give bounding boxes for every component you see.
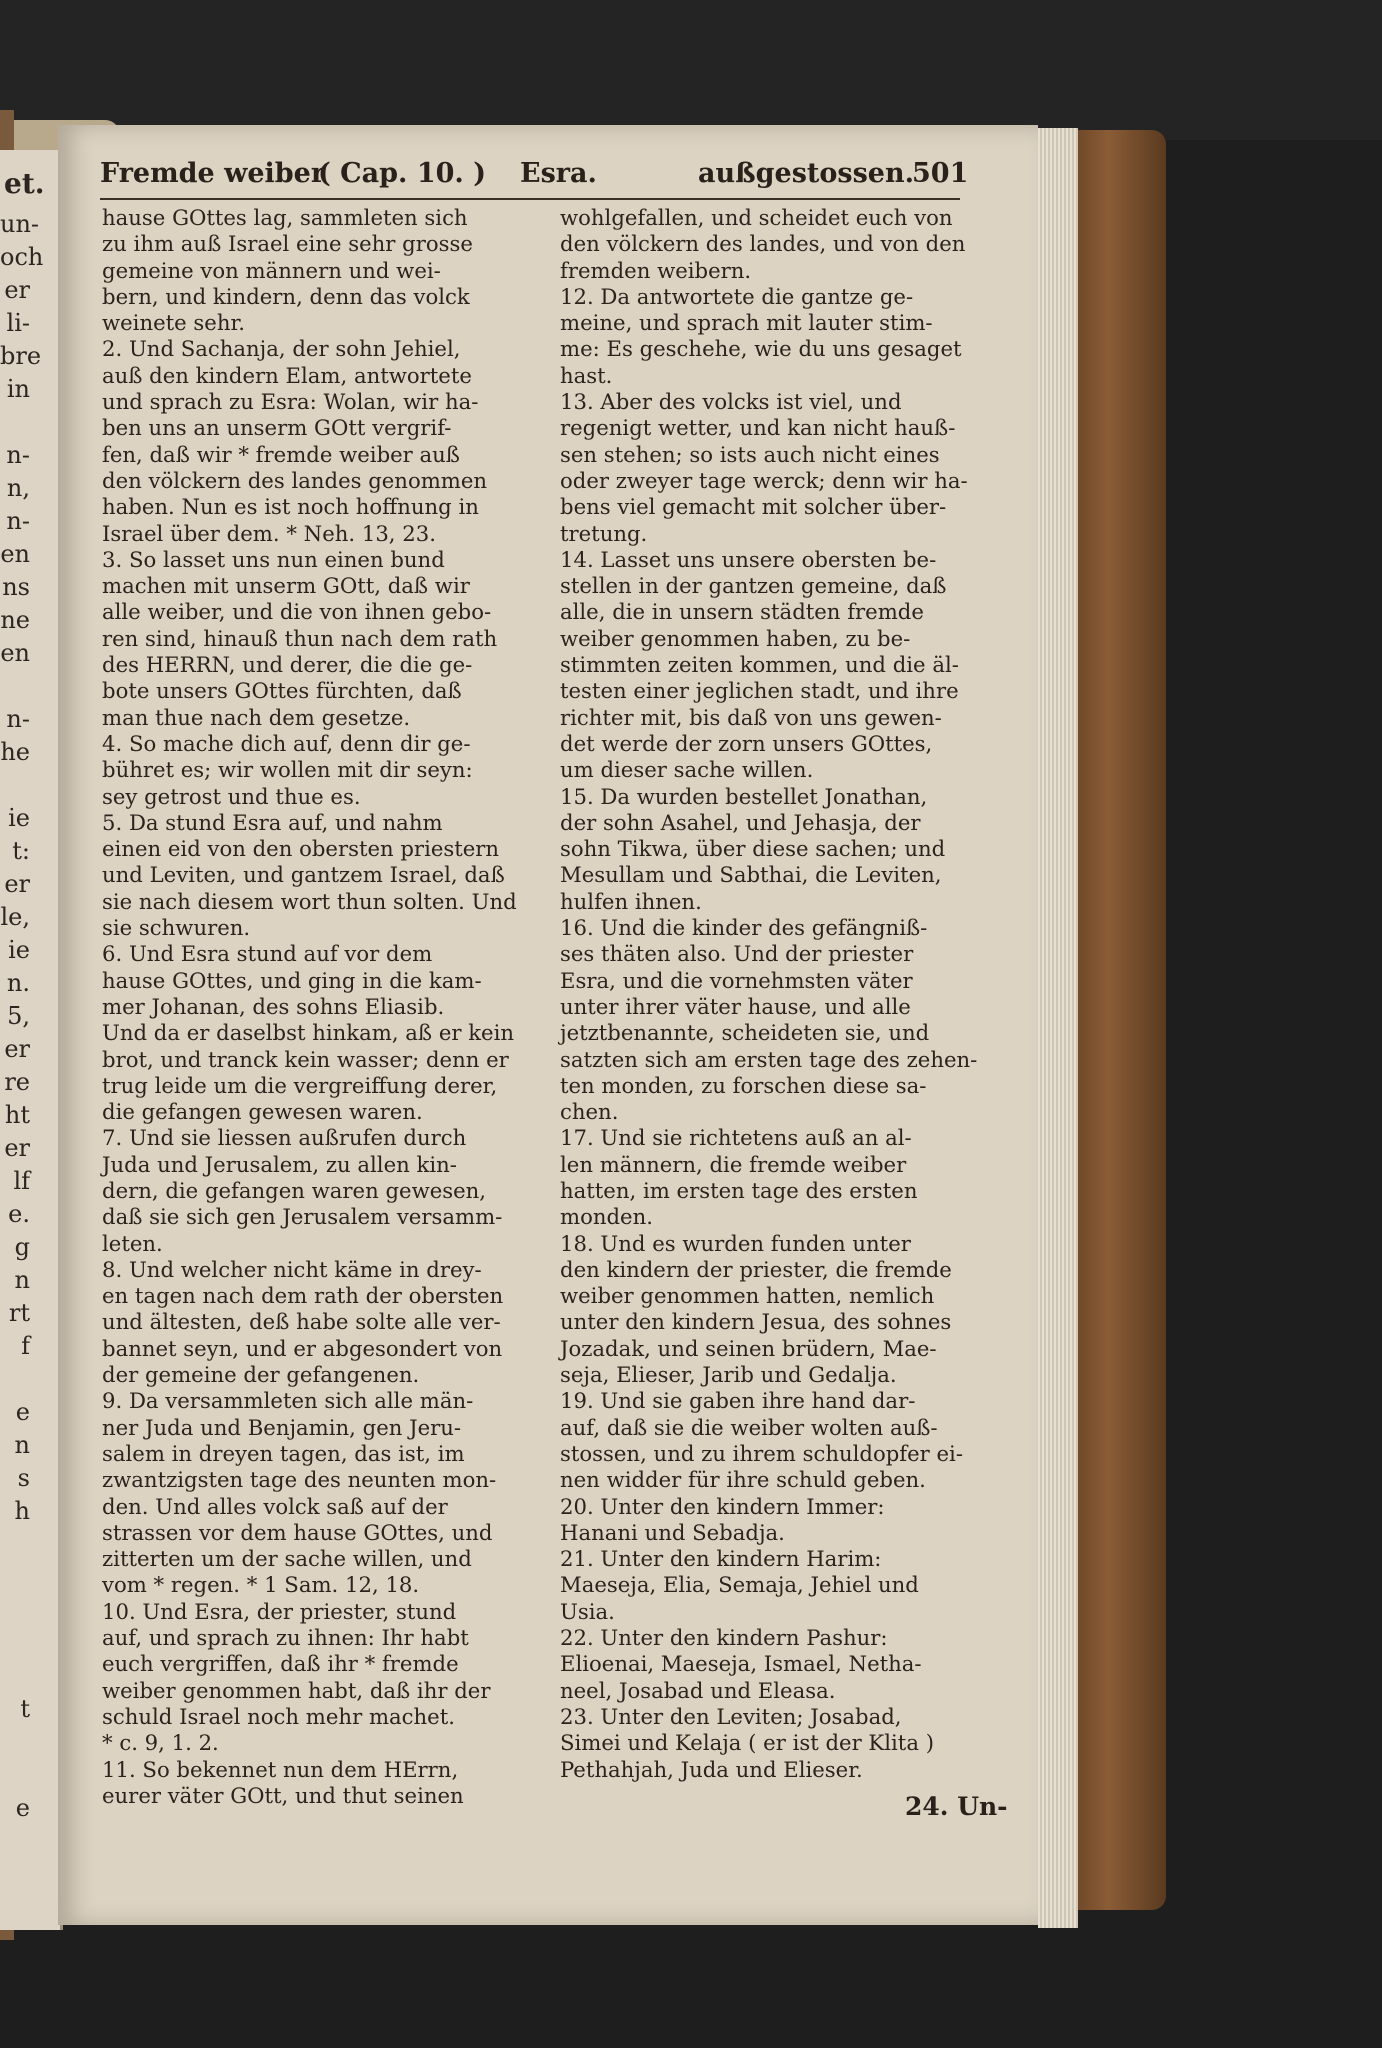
text-line: hause GOttes, und ging in die kam- — [102, 967, 482, 993]
page-edges — [1038, 128, 1078, 1928]
text-line: 11. So bekennet nun dem HErrn, — [102, 1756, 459, 1782]
text-line: machen mit unserm GOtt, daß wir — [102, 573, 470, 599]
text-line: Israel über dem. * Neh. 13, 23. — [102, 520, 436, 546]
left-page-line-fragment: t: — [12, 837, 30, 865]
text-line: strassen vor dem hause GOttes, und — [102, 1519, 493, 1545]
text-line: Maeseja, Elia, Semaja, Jehiel und — [560, 1572, 919, 1598]
text-line: salem in dreyen tagen, das ist, im — [102, 1440, 465, 1466]
text-line: tretung. — [560, 520, 648, 546]
text-line: mer Johanan, des sohns Eliasib. — [102, 993, 445, 1019]
left-page-line-fragment: er — [4, 1035, 30, 1063]
text-line: dern, die gefangen waren gewesen, — [102, 1177, 487, 1203]
left-text-column — [102, 205, 552, 1809]
text-line: chen. — [560, 1099, 619, 1125]
left-page-line-fragment: re — [4, 1068, 30, 1096]
left-page-line-fragment: e. — [8, 1200, 30, 1228]
left-page-line-fragment: lf — [13, 1167, 30, 1195]
running-head-left: Fremde weiber — [100, 158, 326, 189]
text-line: hulfen ihnen. — [560, 888, 702, 914]
text-line: 7. Und sie liessen außrufen durch — [102, 1125, 467, 1151]
text-line: en tagen nach dem rath der obersten — [102, 1283, 504, 1309]
text-line: weiber genommen hatten, nemlich — [560, 1283, 935, 1309]
text-line: und ältesten, deß habe solte alle ver- — [102, 1309, 501, 1335]
text-line: und Leviten, und gantzem Israel, daß — [102, 862, 505, 888]
text-line: 5. Da stund Esra auf, und nahm — [102, 809, 443, 835]
background-shelf — [0, 0, 1382, 140]
text-line: und sprach zu Esra: Wolan, wir ha- — [102, 389, 479, 415]
text-line: 6. Und Esra stund auf vor dem — [102, 941, 433, 967]
text-line: eurer väter GOtt, und thut seinen — [102, 1782, 464, 1808]
catchword: 24. Un- — [905, 1792, 1008, 1821]
left-page-line-fragment: ne — [0, 606, 30, 634]
text-line: die gefangen gewesen waren. — [102, 1099, 423, 1125]
running-head-chapter: ( Cap. 10. ) — [318, 158, 486, 189]
text-line: 2. Und Sachanja, der sohn Jehiel, — [102, 336, 461, 362]
right-text-column — [560, 205, 990, 1783]
left-page-line-fragment: en — [0, 540, 30, 568]
left-page-line-fragment: n, — [6, 474, 30, 502]
left-page-line-fragment: er — [4, 276, 30, 304]
text-line: trug leide um die vergreiffung derer, — [102, 1072, 498, 1098]
text-line: richter mit, bis daß von uns gewen- — [560, 704, 942, 730]
left-page-line-fragment: in — [6, 375, 30, 403]
text-line: sie nach diesem wort thun solten. Und — [102, 888, 517, 914]
text-line: euch vergriffen, daß ihr * fremde — [102, 1651, 459, 1677]
text-line: einen eid von den obersten priestern — [102, 836, 500, 862]
text-line: 3. So lasset uns nun einen bund — [102, 546, 445, 572]
text-line: auß den kindern Elam, antwortete — [102, 362, 472, 388]
text-line: meine, und sprach mit lauter stim- — [560, 310, 933, 336]
text-line: neel, Josabad und Eleasa. — [560, 1677, 836, 1703]
text-line: * c. 9, 1. 2. — [102, 1730, 219, 1756]
left-page-line-fragment: rt — [8, 1299, 30, 1327]
text-line: 8. Und welcher nicht käme in drey- — [102, 1256, 482, 1282]
text-line: hause GOttes lag, sammleten sich — [102, 205, 468, 230]
left-page-line-fragment: le, — [0, 903, 30, 931]
text-line: der sohn Asahel, und Jehasja, der — [560, 809, 921, 835]
text-line: len männern, die fremde weiber — [560, 1151, 907, 1177]
text-line: det werde der zorn unsers GOttes, — [560, 730, 933, 756]
text-line: um dieser sache willen. — [560, 757, 814, 783]
text-line: 18. Und es wurden funden unter — [560, 1230, 911, 1256]
text-line: den. Und alles volck saß auf der — [102, 1493, 448, 1519]
text-line: schuld Israel noch mehr machet. — [102, 1703, 455, 1729]
text-line: 13. Aber des volcks ist viel, und — [560, 389, 902, 415]
text-line: nen widder für ihre schuld geben. — [560, 1467, 926, 1493]
running-head-right: außgestossen. — [698, 158, 914, 189]
text-line: haben. Nun es ist noch hoffnung in — [102, 494, 479, 520]
text-line: Juda und Jerusalem, zu allen kin- — [102, 1151, 457, 1177]
left-page-line-fragment: n — [14, 1266, 30, 1294]
text-line: weiber genommen haben, zu be- — [560, 625, 911, 651]
text-line: bote unsers GOttes fürchten, daß — [102, 678, 462, 704]
text-line: seja, Elieser, Jarib und Gedalja. — [560, 1362, 897, 1388]
text-line: fremden weibern. — [560, 257, 752, 283]
left-page-line-fragment: h — [14, 1497, 30, 1525]
left-page-line-fragment: 5, — [7, 1002, 30, 1030]
left-page-line-fragment: n- — [6, 441, 30, 469]
text-line: Jozadak, und seinen brüdern, Mae- — [560, 1335, 937, 1361]
text-line: auf, und sprach zu ihnen: Ihr habt — [102, 1625, 469, 1651]
text-line: sey getrost und thue es. — [102, 783, 361, 809]
text-line: regenigt wetter, und kan nicht hauß- — [560, 415, 956, 441]
text-line: zwantzigsten tage des neunten mon- — [102, 1467, 497, 1493]
text-line: der gemeine der gefangenen. — [102, 1362, 420, 1388]
text-line: Esra, und die vornehmsten väter — [560, 967, 913, 993]
text-line: satzten sich am ersten tage des zehen- — [560, 1046, 978, 1072]
left-page-line-fragment: ns — [2, 573, 30, 601]
left-page-line-fragment: n- — [6, 705, 30, 733]
left-page-line-fragment: n — [14, 1431, 30, 1459]
text-line: Usia. — [560, 1598, 615, 1624]
left-page-line-fragment: er — [4, 1134, 30, 1162]
left-page-line-fragment: er — [4, 870, 30, 898]
text-line: Und da er daselbst hinkam, aß er kein — [102, 1020, 515, 1046]
text-line: 23. Unter den Leviten; Josabad, — [560, 1703, 902, 1729]
left-page-line-fragment: ie — [8, 804, 30, 832]
running-head — [100, 154, 969, 200]
text-line: sohn Tikwa, über diese sachen; und — [560, 836, 946, 862]
text-line: 16. Und die kinder des gefängniß- — [560, 915, 928, 941]
left-page-line-fragment: li- — [6, 309, 30, 337]
text-line: brot, und tranck kein wasser; denn er — [102, 1046, 509, 1072]
left-page-line-fragment: he — [0, 738, 30, 766]
text-line: alle weiber, und die von ihnen gebo- — [102, 599, 492, 625]
text-line: des HERRN, und derer, die die ge- — [102, 652, 473, 678]
text-line: ten monden, zu forschen diese sa- — [560, 1072, 927, 1098]
text-line: 20. Unter den kindern Immer: — [560, 1493, 885, 1519]
text-line: ren sind, hinauß thun nach dem rath — [102, 625, 498, 651]
text-line: bühret es; wir wollen mit dir seyn: — [102, 757, 473, 783]
text-line: me: Es geschehe, wie du uns gesaget — [560, 336, 962, 362]
text-line: sie schwuren. — [102, 915, 251, 941]
left-page-line-fragment: en — [0, 639, 30, 667]
text-line: unter den kindern Jesua, des sohnes — [560, 1309, 952, 1335]
left-page-line-fragment: t — [20, 1695, 30, 1723]
text-line: ner Juda und Benjamin, gen Jeru- — [102, 1414, 462, 1440]
text-line: Hanani und Sebadja. — [560, 1519, 785, 1545]
left-page-line-fragment: n- — [6, 507, 30, 535]
text-line: Elioenai, Maeseja, Ismael, Netha- — [560, 1651, 922, 1677]
text-line: 19. Und sie gaben ihre hand dar- — [560, 1388, 916, 1414]
left-page-line-fragment: bre — [0, 342, 42, 370]
text-line: stimmten zeiten kommen, und die äl- — [560, 652, 959, 678]
left-page-line-fragment: g — [14, 1233, 30, 1261]
text-line: 22. Unter den kindern Pashur: — [560, 1625, 888, 1651]
text-line: 21. Unter den kindern Harim: — [560, 1546, 882, 1572]
text-line: zu ihm auß Israel eine sehr grosse — [102, 231, 473, 257]
text-line: auf, daß sie die weiber wolten auß- — [560, 1414, 938, 1440]
left-page-line-fragment: e — [15, 1794, 30, 1822]
text-line: bannet seyn, und er abgesondert von — [102, 1335, 503, 1361]
text-line: 4. So mache dich auf, denn dir ge- — [102, 730, 471, 756]
text-line: Pethahjah, Juda und Elieser. — [560, 1756, 863, 1782]
text-line: gemeine von männern und wei- — [102, 257, 441, 283]
text-line: testen einer jeglichen stadt, und ihre — [560, 678, 959, 704]
text-line: 12. Da antwortete die gantze ge- — [560, 283, 914, 309]
text-line: stossen, und zu ihrem schuldopfer ei- — [560, 1440, 963, 1466]
text-line: bern, und kindern, denn das volck — [102, 283, 470, 309]
text-line: den völckern des landes, und von den — [560, 231, 966, 257]
text-line: monden. — [560, 1204, 653, 1230]
left-page-line-fragment: n. — [6, 969, 30, 997]
text-line: 14. Lasset uns unsere obersten be- — [560, 546, 937, 572]
page-number: 501 — [912, 158, 969, 189]
text-line: leten. — [102, 1230, 163, 1256]
text-line: alle, die in unsern städten fremde — [560, 599, 924, 625]
left-page-fragment — [0, 150, 63, 1930]
text-line: Mesullam und Sabthai, die Leviten, — [560, 862, 942, 888]
text-line: hast. — [560, 362, 613, 388]
text-line: daß sie sich gen Jerusalem versamm- — [102, 1204, 503, 1230]
running-head-book: Esra. — [520, 158, 597, 189]
text-line: zitterten um der sache willen, und — [102, 1546, 472, 1572]
text-line: weiber genommen habt, daß ihr der — [102, 1677, 491, 1703]
text-line: 10. Und Esra, der priester, stund — [102, 1598, 457, 1624]
text-line: jetztbenannte, scheideten sie, und — [560, 1020, 930, 1046]
text-line: wohlgefallen, und scheidet euch von — [560, 205, 953, 230]
text-line: man thue nach dem gesetze. — [102, 704, 411, 730]
left-page-line-fragment: ht — [4, 1101, 30, 1129]
right-cover — [1070, 130, 1166, 1910]
left-page-line-fragment: s — [17, 1464, 30, 1492]
text-line: vom * regen. * 1 Sam. 12, 18. — [102, 1572, 420, 1598]
text-line: 15. Da wurden bestellet Jonathan, — [560, 783, 928, 809]
left-page-line-fragment: e — [15, 1398, 30, 1426]
left-page-line-fragment: ie — [8, 936, 30, 964]
text-line: den kindern der priester, die fremde — [560, 1256, 952, 1282]
left-page-line-fragment: un- — [0, 210, 40, 238]
text-line: hatten, im ersten tage des ersten — [560, 1177, 918, 1203]
text-line: 17. Und sie richtetens auß an al- — [560, 1125, 912, 1151]
text-line: ben uns an unserm GOtt vergrif- — [102, 415, 452, 441]
text-line: unter ihrer väter hause, und alle — [560, 993, 911, 1019]
text-line: stellen in der gantzen gemeine, daß — [560, 573, 947, 599]
text-line: ses thäten also. Und der priester — [560, 941, 914, 967]
text-line: 9. Da versammleten sich alle män- — [102, 1388, 474, 1414]
left-page-line-fragment: f — [21, 1332, 30, 1360]
text-line: oder zweyer tage werck; denn wir ha- — [560, 467, 968, 493]
left-page-header-fragment: et. — [4, 167, 45, 200]
left-page-line-fragment: och — [0, 243, 44, 271]
text-line: sen stehen; so ists auch nicht eines — [560, 441, 940, 467]
text-line: Simei und Kelaja ( er ist der Klita ) — [560, 1730, 934, 1756]
text-line: bens viel gemacht mit solcher über- — [560, 494, 947, 520]
text-line: fen, daß wir * fremde weiber auß — [102, 441, 460, 467]
text-line: weinete sehr. — [102, 310, 246, 336]
text-line: den völckern des landes genommen — [102, 467, 488, 493]
